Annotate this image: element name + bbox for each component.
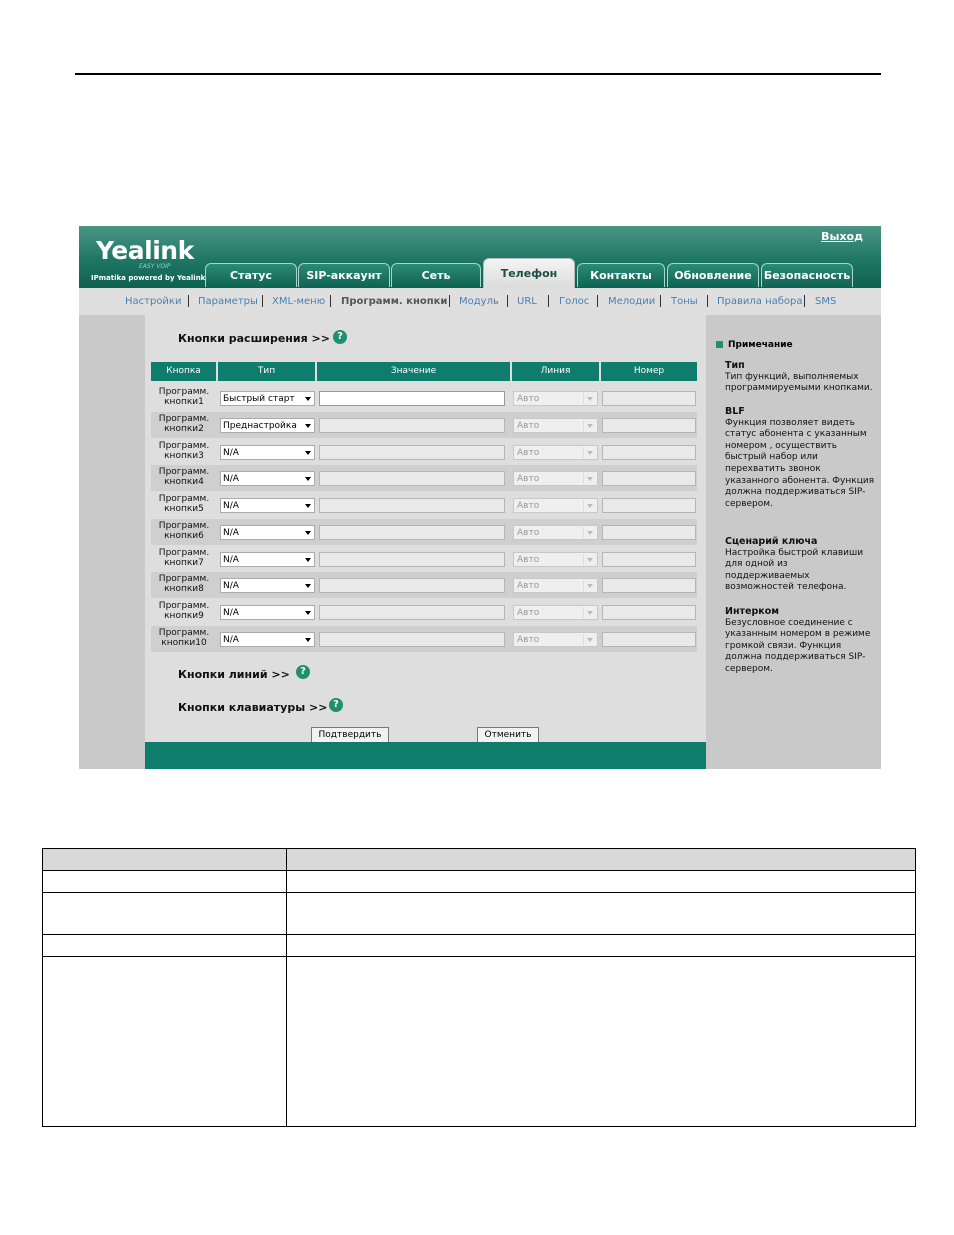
tab-sip-account[interactable]: SIP-аккаунт — [298, 263, 390, 287]
key-label-line2: кнопки8 — [164, 584, 204, 594]
subnav-settings[interactable]: Настройки — [125, 296, 182, 307]
type-select-value: N/A — [223, 555, 239, 565]
number-input — [602, 498, 696, 513]
type-select-value: N/A — [223, 474, 239, 484]
type-select-value: N/A — [223, 501, 239, 511]
key-label-line2: кнопки10 — [161, 638, 207, 648]
type-select-value: N/A — [223, 635, 239, 645]
key-label-line1: Программ. — [158, 628, 210, 638]
subnav-separator — [330, 295, 331, 307]
type-select[interactable] — [220, 498, 315, 513]
subnav-voice[interactable]: Голос — [559, 296, 590, 307]
line-select-value: Авто — [517, 528, 540, 538]
number-input — [602, 418, 696, 433]
chevron-down-icon — [583, 634, 596, 645]
number-input — [602, 525, 696, 540]
type-select[interactable] — [220, 552, 315, 567]
column-header-type: Тип — [218, 362, 315, 381]
column-header-number: Номер — [601, 362, 697, 381]
type-select[interactable] — [220, 418, 315, 433]
line-select-value: Авто — [517, 555, 540, 565]
line-select — [513, 445, 598, 460]
section-title-extension-keys[interactable]: Кнопки расширения >> — [178, 332, 330, 345]
subnav-programmable-keys[interactable]: Программ. кнопки — [341, 296, 448, 307]
chevron-down-icon — [305, 611, 311, 615]
key-label-line1: Программ. — [158, 601, 210, 611]
yealink-web-ui-screenshot — [79, 226, 881, 769]
note-title: Примечание — [728, 340, 793, 350]
key-label-line2: кнопки7 — [164, 558, 204, 568]
note-heading — [716, 340, 793, 350]
line-select-value: Авто — [517, 635, 540, 645]
section-title-keypad-keys[interactable]: Кнопки клавиатуры >> — [178, 701, 328, 714]
value-input — [319, 605, 505, 620]
line-select — [513, 605, 598, 620]
value-input — [319, 632, 505, 647]
key-label — [151, 494, 217, 514]
subnav-tones[interactable]: Тоны — [671, 296, 698, 307]
subnav-separator — [507, 295, 508, 307]
line-select-value: Авто — [517, 501, 540, 511]
chevron-down-icon — [305, 531, 311, 535]
note-block-text: Настройка быстрой клавиши для одной из поддерживаемых возможностей телефона. — [725, 547, 864, 593]
key-label — [151, 548, 217, 568]
note-block-blf — [725, 406, 875, 510]
table-row — [43, 893, 916, 935]
number-input — [602, 632, 696, 647]
subnav-xml-menu[interactable]: XML-меню — [272, 296, 326, 307]
table-row — [43, 935, 916, 957]
line-select — [513, 552, 598, 567]
chevron-down-icon — [583, 420, 596, 431]
number-input — [602, 552, 696, 567]
chevron-down-icon — [305, 638, 311, 642]
line-select — [513, 418, 598, 433]
tab-phone[interactable]: Телефон — [483, 258, 575, 288]
line-select — [513, 578, 598, 593]
number-input — [602, 471, 696, 486]
note-block-title: Тип — [725, 360, 745, 371]
table-row — [43, 957, 916, 1127]
tab-security[interactable]: Безопасность — [761, 263, 853, 287]
note-block-key-scenario — [725, 536, 875, 594]
key-label-line2: кнопки1 — [164, 397, 204, 407]
line-select — [513, 632, 598, 647]
key-label-line2: кнопки6 — [164, 531, 204, 541]
type-select-value: Преднастройка — [223, 421, 297, 431]
key-label — [151, 441, 217, 461]
subnav-sms[interactable]: SMS — [815, 296, 837, 307]
chevron-down-icon — [305, 558, 311, 562]
key-label — [151, 574, 217, 594]
subnav-separator — [707, 295, 708, 307]
subnav-ringtones[interactable]: Мелодии — [608, 296, 656, 307]
subnav-separator — [188, 295, 189, 307]
line-select-value: Авто — [517, 608, 540, 618]
table-header-row — [43, 849, 916, 871]
subnav-separator — [660, 295, 661, 307]
collapse-square-icon[interactable] — [716, 341, 723, 348]
key-label — [151, 467, 217, 487]
sub-navigation — [79, 288, 881, 315]
key-label-line2: кнопки4 — [164, 477, 204, 487]
note-block-text: Функция позволяет видеть статус абонента с указанным номером , осуществить быстрый набор или перехватить звонок указанного абонента. Функция должна поддерживаться SIP-сервером. — [725, 417, 875, 509]
line-select-value: Авто — [517, 581, 540, 591]
type-select[interactable] — [220, 391, 315, 406]
note-block-title: Интерком — [725, 606, 780, 617]
key-label-line1: Программ. — [158, 441, 210, 451]
chevron-down-icon — [583, 607, 596, 618]
table-row — [43, 871, 916, 893]
key-label — [151, 628, 217, 648]
subnav-separator — [548, 295, 549, 307]
type-select[interactable] — [220, 632, 315, 647]
cancel-button[interactable]: Отменить — [477, 727, 539, 743]
chevron-down-icon — [583, 473, 596, 484]
type-select-value: N/A — [223, 581, 239, 591]
main-panel — [145, 315, 706, 742]
key-label-line1: Программ. — [158, 494, 210, 504]
value-input[interactable] — [319, 391, 505, 406]
chevron-down-icon — [305, 504, 311, 508]
value-input — [319, 578, 505, 593]
key-label-line1: Программ. — [158, 387, 210, 397]
column-header-key: Кнопка — [151, 362, 216, 381]
tab-contacts[interactable]: Контакты — [577, 263, 665, 287]
number-input — [602, 605, 696, 620]
chevron-down-icon — [305, 397, 311, 401]
key-label-line2: кнопки9 — [164, 611, 204, 621]
chevron-down-icon — [583, 447, 596, 458]
type-select[interactable] — [220, 578, 315, 593]
line-select-value: Авто — [517, 448, 540, 458]
key-label — [151, 601, 217, 621]
footer-bar — [145, 742, 706, 769]
subnav-parameters[interactable]: Параметры — [198, 296, 258, 307]
logout-link[interactable]: Выход — [821, 230, 863, 243]
key-label — [151, 521, 217, 541]
chevron-down-icon — [583, 500, 596, 511]
value-input — [319, 418, 505, 433]
tab-status[interactable]: Статус — [205, 263, 297, 287]
section-title-line-keys[interactable]: Кнопки линий >> — [178, 668, 290, 681]
value-input — [319, 552, 505, 567]
value-input — [319, 498, 505, 513]
key-label — [151, 387, 217, 407]
help-icon[interactable]: ? — [333, 330, 347, 344]
type-select-value: N/A — [223, 608, 239, 618]
type-select[interactable] — [220, 605, 315, 620]
note-block-title: BLF — [725, 406, 745, 417]
key-label-line2: кнопки2 — [164, 424, 204, 434]
number-input — [602, 578, 696, 593]
type-select-value: Быстрый старт — [223, 394, 295, 404]
header-bar — [79, 226, 881, 288]
subnav-separator — [804, 295, 805, 307]
note-block-title: Сценарий ключа — [725, 536, 818, 547]
document-parameter-table — [42, 848, 916, 1127]
line-select — [513, 471, 598, 486]
chevron-down-icon — [305, 477, 311, 481]
chevron-down-icon — [583, 580, 596, 591]
type-select-value: N/A — [223, 448, 239, 458]
note-block-text: Безусловное соединение с указанным номером в режиме громкой связи. Функция должна поддерживаться SIP-сервером. — [725, 617, 871, 674]
line-select — [513, 391, 598, 406]
chevron-down-icon — [583, 527, 596, 538]
column-header-line: Линия — [512, 362, 599, 381]
chevron-down-icon — [305, 584, 311, 588]
key-label-line1: Программ. — [158, 414, 210, 424]
type-select[interactable] — [220, 471, 315, 486]
subnav-module[interactable]: Модуль — [459, 296, 499, 307]
subnav-url[interactable]: URL — [517, 296, 537, 307]
note-block-text: Тип функций, выполняемых программируемыми кнопками. — [725, 371, 873, 394]
line-select-value: Авто — [517, 394, 540, 404]
tab-upgrade[interactable]: Обновление — [667, 263, 759, 287]
chevron-down-icon — [583, 554, 596, 565]
chevron-down-icon — [305, 451, 311, 455]
type-select[interactable] — [220, 445, 315, 460]
value-input — [319, 471, 505, 486]
tab-network[interactable]: Сеть — [391, 263, 481, 287]
value-input — [319, 445, 505, 460]
note-panel — [706, 315, 881, 769]
key-label-line2: кнопки3 — [164, 451, 204, 461]
line-select — [513, 498, 598, 513]
key-label-line2: кнопки5 — [164, 504, 204, 514]
note-block-intercom — [725, 606, 875, 676]
powered-by-text: IPmatika powered by Yealink — [91, 274, 206, 282]
key-label-line1: Программ. — [158, 574, 210, 584]
help-icon[interactable]: ? — [329, 698, 343, 712]
confirm-button[interactable]: Подтвердить — [311, 727, 389, 743]
help-icon[interactable]: ? — [296, 665, 310, 679]
subnav-separator — [262, 295, 263, 307]
type-select[interactable] — [220, 525, 315, 540]
subnav-separator — [597, 295, 598, 307]
note-block-type — [725, 360, 875, 395]
type-select-value: N/A — [223, 528, 239, 538]
key-label-line1: Программ. — [158, 548, 210, 558]
number-input — [602, 445, 696, 460]
page-top-rule — [75, 73, 881, 75]
yealink-logo: Yealink — [96, 236, 194, 265]
line-select-value: Авто — [517, 474, 540, 484]
key-label-line1: Программ. — [158, 521, 210, 531]
number-input — [602, 391, 696, 406]
subnav-dial-plan[interactable]: Правила набора — [717, 296, 803, 307]
column-header-value: Значение — [317, 362, 510, 381]
chevron-down-icon — [583, 393, 596, 404]
subnav-separator — [449, 295, 450, 307]
logo-tagline: EASY VOIP — [139, 263, 171, 270]
line-select-value: Авто — [517, 421, 540, 431]
line-select — [513, 525, 598, 540]
key-label-line1: Программ. — [158, 467, 210, 477]
chevron-down-icon — [305, 424, 311, 428]
value-input — [319, 525, 505, 540]
left-column — [79, 315, 145, 769]
key-label — [151, 414, 217, 434]
